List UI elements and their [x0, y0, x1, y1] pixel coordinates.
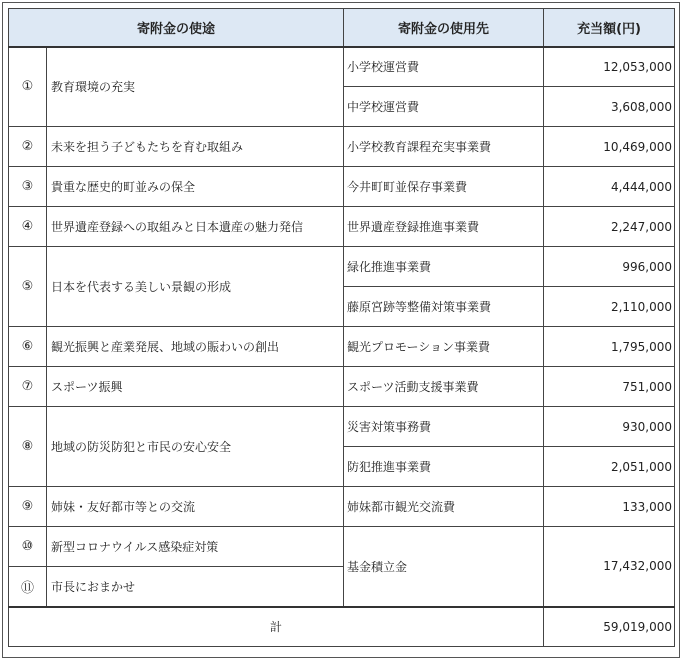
purpose-cell: 日本を代表する美しい景観の形成 — [47, 247, 344, 327]
purpose-cell: 貴重な歴史的町並みの保全 — [47, 167, 344, 207]
amount-cell: 4,444,000 — [544, 167, 675, 207]
table-row — [9, 167, 675, 207]
header-destination: 寄附金の使用先 — [344, 9, 544, 47]
row-number: ② — [9, 127, 47, 167]
destination-cell: 藤原宮跡等整備対策事業費 — [344, 287, 544, 327]
header-row — [9, 9, 675, 47]
row-number: ① — [9, 47, 47, 127]
row-number: ⑪ — [9, 567, 47, 607]
destination-cell: スポーツ活動支援事業費 — [344, 367, 544, 407]
amount-cell: 12,053,000 — [544, 47, 675, 87]
purpose-cell: 観光振興と産業発展、地域の賑わいの創出 — [47, 327, 344, 367]
header-amount: 充当額(円) — [544, 9, 675, 47]
row-number: ⑨ — [9, 487, 47, 527]
row-number: ③ — [9, 167, 47, 207]
table-row — [9, 127, 675, 167]
destination-cell: 今井町町並保存事業費 — [344, 167, 544, 207]
amount-cell: 2,110,000 — [544, 287, 675, 327]
destination-cell: 中学校運営費 — [344, 87, 544, 127]
table-row — [9, 327, 675, 367]
destination-cell: 世界遺産登録推進事業費 — [344, 207, 544, 247]
amount-cell: 2,247,000 — [544, 207, 675, 247]
purpose-cell: 市長におまかせ — [47, 567, 344, 607]
total-label: 計 — [9, 607, 544, 647]
row-number: ⑧ — [9, 407, 47, 487]
purpose-cell: 教育環境の充実 — [47, 47, 344, 127]
amount-cell: 17,432,000 — [544, 527, 675, 607]
table-row — [9, 207, 675, 247]
header-purpose: 寄附金の使途 — [9, 9, 344, 47]
purpose-cell: スポーツ振興 — [47, 367, 344, 407]
row-number: ⑥ — [9, 327, 47, 367]
row-number: ⑩ — [9, 527, 47, 567]
amount-cell: 751,000 — [544, 367, 675, 407]
destination-cell: 防犯推進事業費 — [344, 447, 544, 487]
purpose-cell: 世界遺産登録への取組みと日本遺産の魅力発信 — [47, 207, 344, 247]
row-number: ④ — [9, 207, 47, 247]
amount-cell: 3,608,000 — [544, 87, 675, 127]
purpose-cell: 未来を担う子どもたちを育む取組み — [47, 127, 344, 167]
total-row — [9, 607, 675, 647]
destination-cell: 姉妹都市観光交流費 — [344, 487, 544, 527]
total-amount: 59,019,000 — [544, 607, 675, 647]
purpose-cell: 姉妹・友好都市等との交流 — [47, 487, 344, 527]
row-number: ⑤ — [9, 247, 47, 327]
destination-cell: 観光プロモーション事業費 — [344, 327, 544, 367]
table-row — [9, 367, 675, 407]
purpose-cell: 新型コロナウイルス感染症対策 — [47, 527, 344, 567]
destination-cell: 小学校運営費 — [344, 47, 544, 87]
amount-cell: 996,000 — [544, 247, 675, 287]
donation-usage-table — [8, 8, 675, 647]
destination-cell: 基金積立金 — [344, 527, 544, 607]
amount-cell: 2,051,000 — [544, 447, 675, 487]
destination-cell: 小学校教育課程充実事業費 — [344, 127, 544, 167]
table-row — [9, 527, 675, 567]
table-row — [9, 487, 675, 527]
table-row — [9, 247, 675, 287]
amount-cell: 930,000 — [544, 407, 675, 447]
amount-cell: 1,795,000 — [544, 327, 675, 367]
table-row — [9, 47, 675, 87]
destination-cell: 緑化推進事業費 — [344, 247, 544, 287]
row-number: ⑦ — [9, 367, 47, 407]
amount-cell: 133,000 — [544, 487, 675, 527]
destination-cell: 災害対策事務費 — [344, 407, 544, 447]
table-row — [9, 407, 675, 447]
amount-cell: 10,469,000 — [544, 127, 675, 167]
purpose-cell: 地域の防災防犯と市民の安心安全 — [47, 407, 344, 487]
